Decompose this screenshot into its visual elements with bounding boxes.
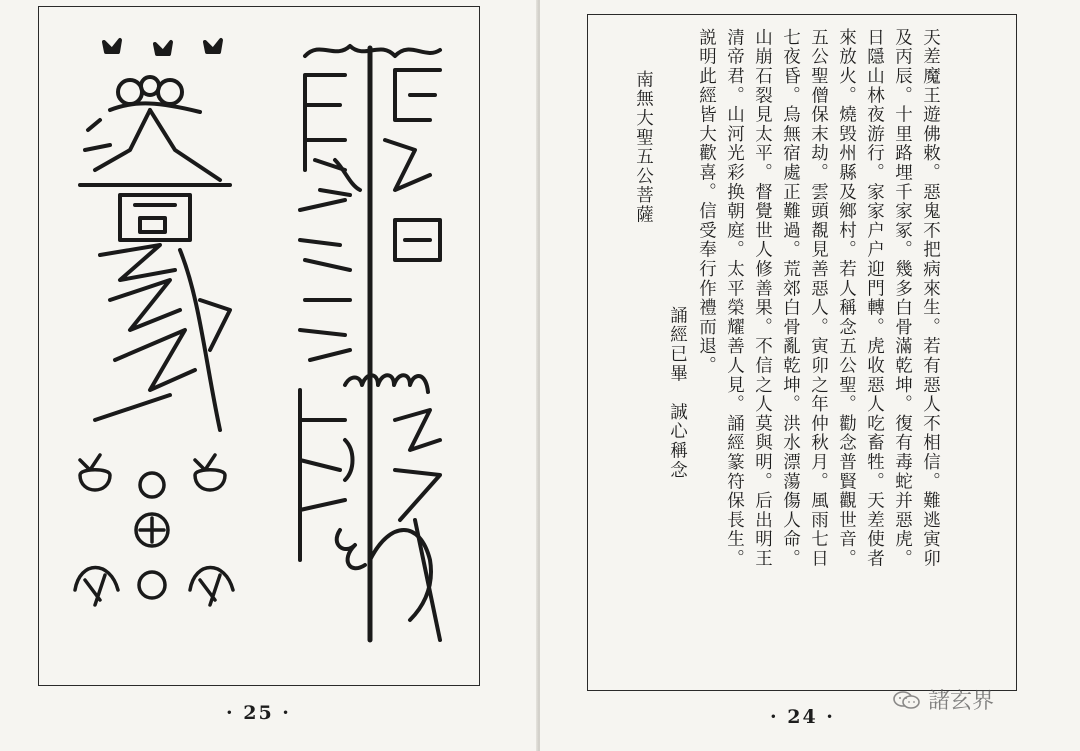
text-column: 清帝君。山河光彩换朝庭。太平榮耀善人見。誦經篆符保長生。: [724, 28, 745, 569]
right-page: [540, 0, 1080, 751]
talisman-drawing: [0, 0, 538, 700]
text-column: 山崩石裂見太平。督覺世人修善果。不信之人莫與明。后出明王: [752, 28, 773, 569]
text-column: 來放火。燒毁州縣及鄉村。若人稱念五公聖。勸念普賢觀世音。: [836, 28, 857, 569]
triple-mark-icons: [104, 40, 221, 54]
text-column: 説明此經皆大歡喜。信受奉行作禮而退。: [696, 28, 717, 376]
invocation-column: 南無大聖五公菩薩: [633, 70, 654, 225]
text-column: 日隱山林夜游行。家家户户迎門轉。虎收惡人吃畜牲。天差使者: [864, 28, 885, 569]
talisman-glyph-right: [300, 46, 440, 640]
text-column: 五公聖僧保末劫。雲頭覩見善惡人。寅卯之年仲秋月。風雨七日: [808, 28, 829, 569]
text-column: 及丙辰。十里路埋千家冢。幾多白骨滿乾坤。復有毒蛇并惡虎。: [892, 28, 913, 569]
left-page: [0, 0, 538, 751]
text-column: 七夜昏。烏無宿處正難過。荒郊白骨亂乾坤。洪水漂蕩傷人命。: [780, 28, 801, 569]
closing-text-column: 誦經已畢 誠心稱念: [667, 306, 688, 480]
page-number-right: · 24 ·: [770, 706, 835, 728]
talisman-seal-marks: [75, 455, 233, 605]
wechat-icon: [892, 689, 922, 711]
page-number-left: · 25 ·: [226, 702, 291, 724]
text-column: 天差魔王遊佛敕。惡鬼不把病來生。若有惡人不相信。難逃寅卯: [920, 28, 941, 569]
watermark-text: 諸玄界: [928, 689, 995, 714]
watermark: [892, 684, 994, 715]
talisman-glyph-left: [80, 77, 230, 430]
